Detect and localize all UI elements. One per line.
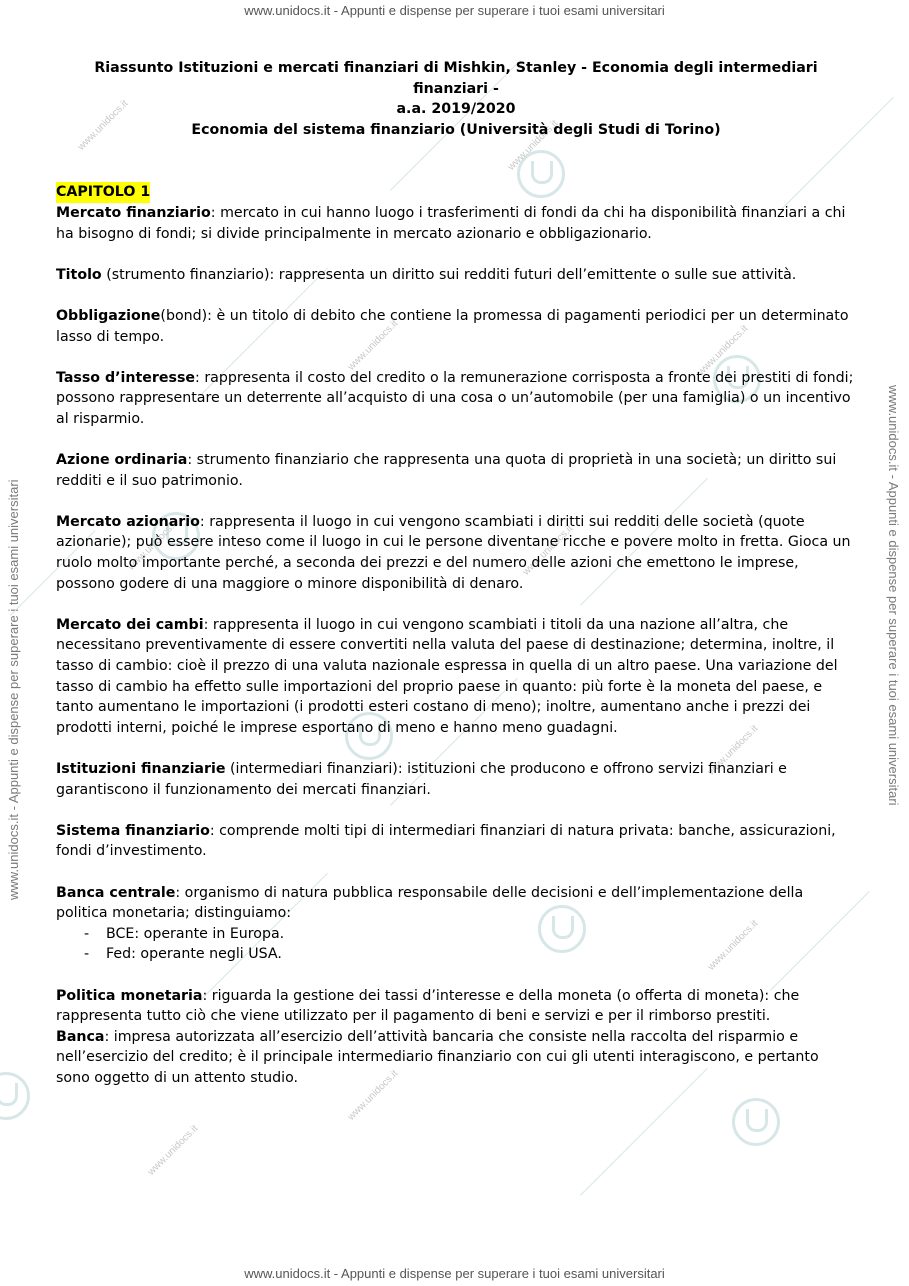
definition-term: Mercato finanziario: [56, 204, 211, 221]
watermark-diagonal: www.unidocs.it: [505, 118, 561, 173]
definition-term: Titolo: [56, 266, 102, 283]
watermark-diagonal: www.unidocs.it: [125, 518, 181, 573]
definition-text: (strumento finanziario): rappresenta un diritto sui redditi futuri dell’emittente o sulle sue attività.: [101, 266, 797, 283]
definition-paragraph: [56, 615, 856, 739]
list-item: - BCE: operante in Europa.: [84, 924, 856, 945]
definition-text: : organismo di natura pubblica responsabile delle decisioni e dell’implementazione della politica monetaria; distinguiamo:: [56, 884, 804, 922]
document-title: [56, 58, 856, 120]
definition-paragraph: [56, 306, 856, 347]
definition-paragraph: [56, 265, 856, 286]
definition-paragraph: [56, 512, 856, 594]
definition-paragraph: [56, 759, 856, 800]
chapter-heading: CAPITOLO 1: [56, 182, 150, 203]
chapter-heading-wrap: [56, 182, 856, 203]
watermark-diagonal: www.unidocs.it: [520, 523, 576, 578]
document-title-line1: Riassunto Istituzioni e mercati finanziari di Mishkin, Stanley - Economia degli intermediari finanziari -: [94, 60, 818, 97]
definition-term: Azione ordinaria: [56, 452, 188, 469]
definition-paragraph: [56, 450, 856, 491]
watermark-diagonal: www.unidocs.it: [75, 98, 131, 153]
watermark-diagonal: www.unidocs.it: [695, 323, 751, 378]
definition-text: : rappresenta il luogo in cui vengono scambiati i diritti sui redditi delle società (quote azionarie); può essere inteso come il luogo in cui le persone diventane ricche e povere molto in fretta. Gioca un ruolo molto importante perché, a seconda dei prezzi e del numero delle azioni che emettono le imprese, possono godere di una maggiore o minore disponibilità di denaro.: [56, 513, 851, 592]
definition-paragraph: [56, 883, 856, 924]
definition-paragraph: [56, 821, 856, 862]
central-bank-list: [56, 924, 856, 965]
document-title-line2: a.a. 2019/2020: [396, 101, 516, 118]
definition-term: Politica monetaria: [56, 987, 203, 1004]
watermark-top: www.unidocs.it - Appunti e dispense per superare i tuoi esami universitari: [244, 3, 665, 18]
watermark-diagonal: www.unidocs.it: [345, 318, 401, 373]
definition-term: Sistema finanziario: [56, 822, 210, 839]
unidocs-logo-icon: [0, 1072, 30, 1120]
watermark-right: www.unidocs.it - Appunti e dispense per superare i tuoi esami universitari: [886, 385, 901, 806]
definition-term: Istituzioni finanziarie: [56, 761, 226, 777]
watermark-diagonal: www.unidocs.it: [705, 723, 761, 778]
list-item: - Fed: operante negli USA.: [84, 944, 856, 965]
definition-text: : mercato in cui hanno luogo i trasferimenti di fondi da chi ha disponibilità finanziari a chi ha bisogno di fondi; si divide principalmente in mercato azionario e obbligazionario.: [56, 204, 846, 242]
definition-text: : riguarda la gestione dei tassi d’interesse e della moneta (o offerta di moneta): che rappresenta tutto ciò che viene utilizzato per il pagamento di beni e servizi e per il rimborso prestiti.: [56, 987, 800, 1025]
watermark-diagonal: www.unidocs.it: [345, 1068, 401, 1123]
watermark-diagonal: www.unidocs.it: [705, 918, 761, 973]
definition-term: Obbligazione: [56, 307, 161, 324]
definition-term: Mercato dei cambi: [56, 616, 204, 633]
definition-text: : rappresenta il costo del credito o la remunerazione corrisposta a fronte dei prestiti di fondi; possono rappresentare un deterrente all’acquisto di una cosa o un’automobile (per una famiglia) o un incentivo al risparmio.: [56, 369, 854, 427]
definition-text: : comprende molti tipi di intermediari finanziari di natura privata: banche, assicurazioni, fondi d’investimento.: [56, 822, 836, 860]
definition-text: : strumento finanziario che rappresenta una quota di proprietà in una società; un diritto sui redditi e il suo patrimonio.: [56, 452, 837, 489]
definition-text: : impresa autorizzata all’esercizio dell’attività bancaria che consiste nella raccolta del risparmio e nell’esercizio del credito; è il principale intermediario finanziario con cui gli utenti interagiscono, e pertanto sono oggetto di un attento studio.: [56, 1028, 819, 1086]
definition-text: (bond): è un titolo di debito che contiene la promessa di pagamenti periodici per un determinato lasso di tempo.: [56, 307, 849, 345]
definition-term: Mercato azionario: [56, 513, 200, 530]
watermark-left: www.unidocs.it - Appunti e dispense per superare i tuoi esami universitari: [6, 479, 21, 900]
watermark-diagonal: www.unidocs.it: [145, 1123, 201, 1178]
document-subtitle: Economia del sistema finanziario (Università degli Studi di Torino): [191, 121, 721, 138]
definition-term: Banca centrale: [56, 884, 176, 901]
definition-term: Tasso d’interesse: [56, 369, 196, 386]
definition-term: Banca: [56, 1028, 105, 1045]
definition-paragraph: [56, 368, 856, 430]
definition-text: : rappresenta il luogo in cui vengono scambiati i titoli da una nazione all’altra, che necessitano preventivamente di essere convertiti nella valuta del paese di destinazione; determina, inoltre, il tasso di cambio: cioè il prezzo di una valuta nazionale espressa in quella di un altro paese. Una variazione del tasso di cambio ha effetto sulle importazioni del proprio paese in quanto: più forte è la moneta del paese, e tanto aumentano le importazioni (i prodotti esteri costano di meno); inoltre, aumentano anche i prezzi dei prodotti interni, poiché le imprese esportano di meno e hanno meno guadagni.: [56, 616, 838, 736]
document-page: [56, 58, 856, 1109]
definition-paragraph: [56, 203, 856, 244]
definition-paragraph: [56, 1027, 856, 1089]
definition-paragraph: [56, 986, 856, 1027]
definition-text: (intermediari finanziari): istituzioni che producono e offrono servizi finanziari e garantiscono il funzionamento dei mercati finanziari.: [56, 761, 787, 798]
watermark-bottom: www.unidocs.it - Appunti e dispense per superare i tuoi esami universitari: [244, 1266, 665, 1281]
